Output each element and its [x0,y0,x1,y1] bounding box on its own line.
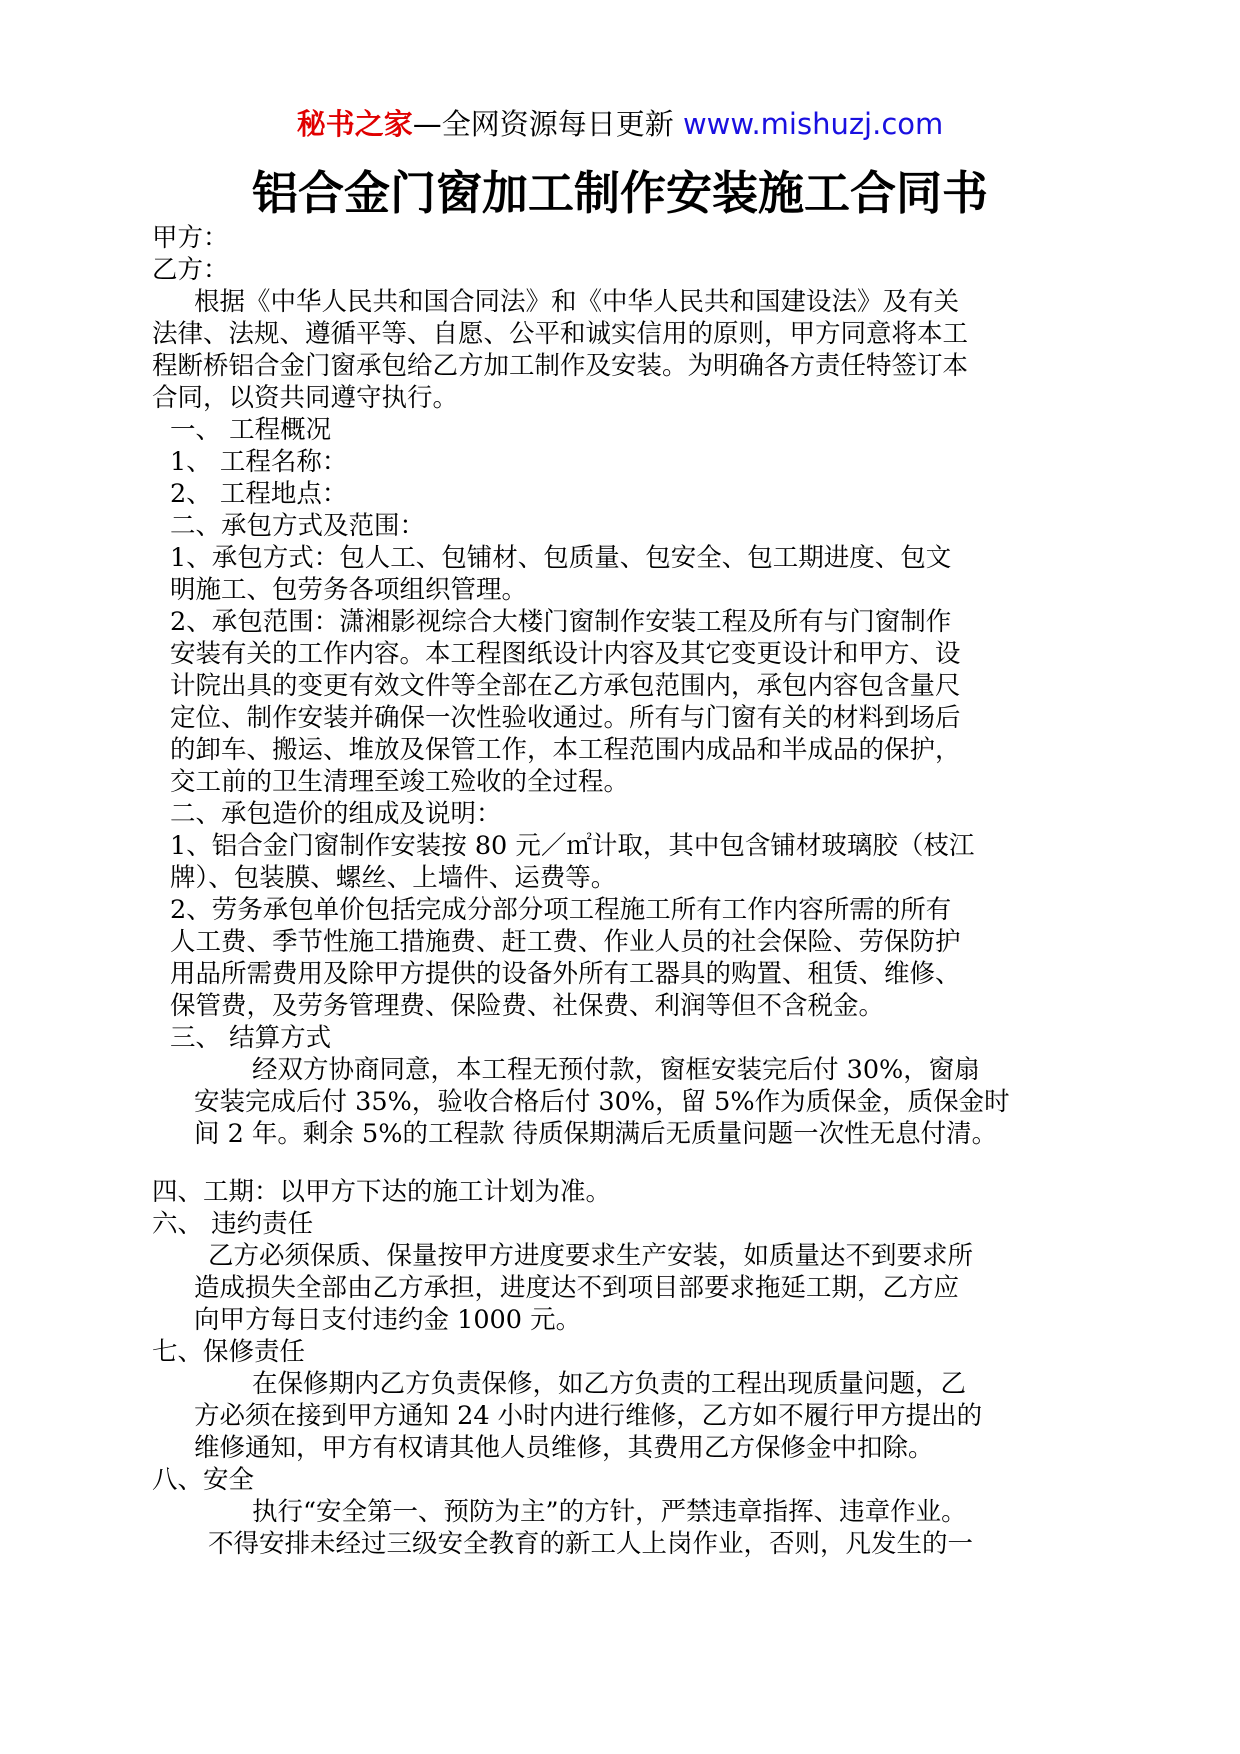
document-title: 铝合金门窗加工制作安装施工合同书 [252,166,988,220]
clause-line: 的卸车、搬运、堆放及保管工作，本工程范围内成品和半成品的保护， [170,735,961,765]
clause-line: 2、 工程地点： [170,479,348,509]
section-heading: 六、 违约责任 [152,1209,314,1239]
site-url-link[interactable]: www.mishuzj.com [682,107,944,141]
section-heading: 二、承包造价的组成及说明： [170,799,502,829]
clause-line: 造成损失全部由乙方承担，进度达不到项目部要求拖延工期，乙方应 [194,1273,960,1303]
section-heading: 二、承包方式及范围： [170,511,426,541]
clause-line: 安装有关的工作内容。本工程图纸设计内容及其它变更设计和甲方、设 [170,639,961,669]
section-heading: 四、工期：以甲方下达的施工计划为准。 [152,1177,612,1207]
clause-line: 1、铝合金门窗制作安装按 80 元／㎡计取，其中包含铺材玻璃胶（枝江 [170,831,975,861]
site-brand: 秘书之家 [296,107,413,141]
clause-line: 保管费，及劳务管理费、保险费、社保费、利润等但不含税金。 [170,991,885,1021]
clause-line: 维修通知，甲方有权请其他人员维修，其费用乙方保修金中扣除。 [194,1433,934,1463]
clause-line: 交工前的卫生清理至竣工殓收的全过程。 [170,767,630,797]
blank-line [152,1150,1092,1176]
clause-line: 用品所需费用及除甲方提供的设备外所有工器具的购置、租赁、维修、 [170,959,961,989]
clause-line: 乙方必须保质、保量按甲方进度要求生产安装，如质量达不到要求所 [208,1241,974,1271]
clause-line: 安装完成后付 35%，验收合格后付 30%，留 5%作为质保金，质保金时 [194,1087,1010,1117]
site-slogan: —全网资源每日更新 [412,107,683,141]
party-a-line: 甲方： [152,223,229,253]
clause-line: 方必须在接到甲方通知 24 小时内进行维修，乙方如不履行甲方提出的 [194,1401,983,1431]
clause-line: 在保修期内乙方负责保修，如乙方负责的工程出现质量问题，乙 [252,1369,967,1399]
clause-line: 间 2 年。剩余 5%的工程款 待质保期满后无质量问题一次性无息付清。 [194,1119,998,1149]
section-heading: 七、保修责任 [152,1337,306,1367]
clause-line: 经双方协商同意，本工程无预付款，窗框安装完后付 30%，窗扇 [252,1055,980,1085]
clause-line: 1、 工程名称： [170,447,348,477]
preamble-line: 法律、法规、遵循平等、自愿、公平和诚实信用的原则，甲方同意将本工 [152,319,969,349]
section-heading: 一、 工程概况 [170,415,332,445]
site-header [0,104,1240,144]
clause-line: 不得安排未经过三级安全教育的新工人上岗作业，否则，凡发生的一 [208,1529,974,1559]
contract-body [152,222,1092,1560]
section-heading: 三、 结算方式 [170,1023,332,1053]
clause-line: 人工费、季节性施工措施费、赶工费、作业人员的社会保险、劳保防护 [170,927,961,957]
clause-line: 2、承包范围：潇湘影视综合大楼门窗制作安装工程及所有与门窗制作 [170,607,952,637]
preamble-line: 合同，以资共同遵守执行。 [152,383,459,413]
clause-line: 明施工、包劳务各项组织管理。 [170,575,528,605]
clause-line: 计院出具的变更有效文件等全部在乙方承包范围内，承包内容包含量尺 [170,671,961,701]
clause-line: 执行“安全第一、预防为主”的方针，严禁违章指挥、违章作业。 [252,1497,967,1527]
preamble-line: 程断桥铝合金门窗承包给乙方加工制作及安装。为明确各方责任特签订本 [152,351,969,381]
clause-line: 定位、制作安装并确保一次性验收通过。所有与门窗有关的材料到场后 [170,703,961,733]
clause-line: 向甲方每日支付违约金 1000 元。 [194,1305,582,1335]
party-b-line: 乙方： [152,255,229,285]
clause-line: 1、承包方式：包人工、包铺材、包质量、包安全、包工期进度、包文 [170,543,952,573]
section-heading: 八、安全 [152,1465,255,1495]
preamble-line: 根据《中华人民共和国合同法》和《中华人民共和国建设法》及有关 [194,287,960,317]
clause-line: 牌）、包装膜、螺丝、上墙件、运费等。 [170,863,617,893]
clause-line: 2、劳务承包单价包括完成分部分项工程施工所有工作内容所需的所有 [170,895,952,925]
